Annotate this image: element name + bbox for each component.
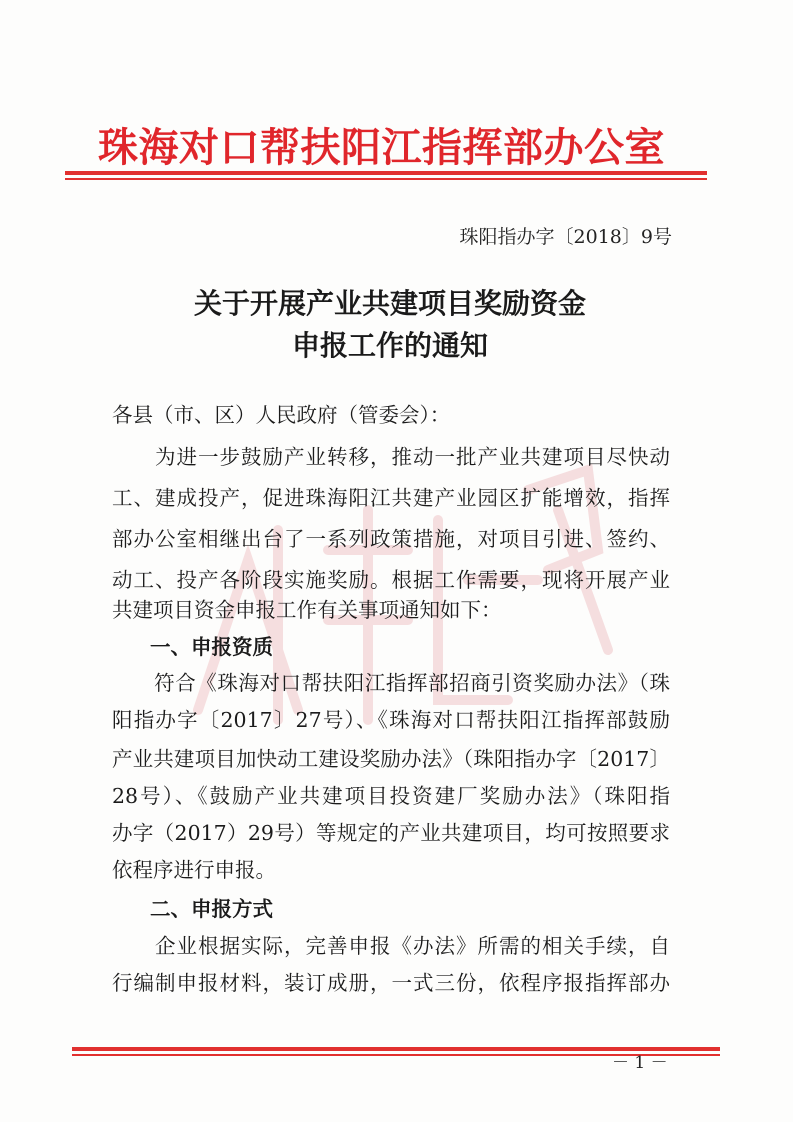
header-rule-bottom — [65, 178, 707, 180]
document-title-line-1: 关于开展产业共建项目奖励资金 — [193, 287, 586, 320]
paragraph-line: 办字（2017）29号）等规定的产业共建项目，均可按照要求 — [112, 821, 670, 845]
document-title-line-2: 申报工作的通知 — [291, 329, 488, 362]
document-number: 珠阳指办字〔2018〕9号 — [459, 226, 672, 248]
paragraph-line: 阳指办字〔2017〕27号）、《珠海对口帮扶阳江指挥部鼓励 — [112, 708, 670, 732]
paragraph-line: 依程序进行申报。 — [112, 858, 276, 882]
issuer-header: 珠海对口帮扶阳江指挥部办公室 — [98, 125, 665, 171]
paragraph-line: 企业根据实际，完善申报《办法》所需的相关手续，自 — [112, 934, 670, 958]
section-heading-2: 二、申报方式 — [150, 897, 273, 921]
paragraph-line: 部办公室相继出台了一系列政策措施，对项目引进、签约、 — [112, 527, 670, 551]
section-heading-1: 一、申报资质 — [150, 635, 273, 659]
paragraph-line: 行编制申报材料，装订成册，一式三份，依程序报指挥部办 — [112, 971, 670, 995]
paragraph-line: 工、建成投产，促进珠海阳江共建产业园区扩能增效，指挥 — [112, 486, 670, 510]
paragraph-line: 符合《珠海对口帮扶阳江指挥部招商引资奖励办法》（珠 — [112, 671, 670, 695]
page-number: － 1 － — [612, 1053, 668, 1073]
paragraph-line: 共建项目资金申报工作有关事项通知如下： — [112, 598, 502, 622]
paragraph-line: 为进一步鼓励产业转移，推动一批产业共建项目尽快动 — [112, 445, 670, 469]
paragraph-line: 产业共建项目加快动工建设奖励办法》（珠阳指办字〔2017〕 — [112, 747, 670, 771]
paragraph-line: 28号）、《鼓励产业共建项目投资建厂奖励办法》（珠阳指 — [112, 784, 670, 808]
salutation: 各县（市、区）人民政府（管委会）： — [112, 403, 451, 427]
header-rule-top — [65, 171, 707, 175]
paragraph-line: 动工、投产各阶段实施奖励。根据工作需要，现将开展产业 — [112, 568, 670, 592]
